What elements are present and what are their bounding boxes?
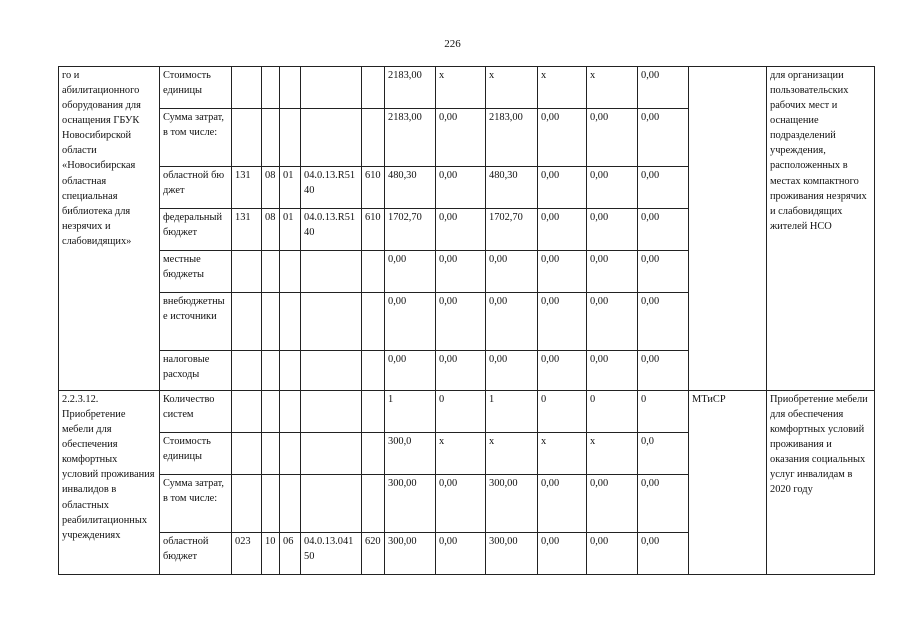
value-2020: 0,00 bbox=[385, 293, 436, 351]
value-2023: 0,00 bbox=[538, 351, 587, 391]
value-2022: х bbox=[486, 67, 538, 109]
row-label: Сумма затрат, в том числе: bbox=[160, 109, 232, 167]
rz-cell bbox=[262, 293, 280, 351]
value-2025: 0,0 bbox=[638, 433, 689, 475]
grbs-cell bbox=[232, 109, 262, 167]
rz-cell bbox=[262, 475, 280, 533]
value-2023: 0,00 bbox=[538, 209, 587, 251]
value-2023: 0,00 bbox=[538, 475, 587, 533]
value-2023: 0,00 bbox=[538, 533, 587, 575]
row-label: Стоимость единицы bbox=[160, 67, 232, 109]
pr-cell: 06 bbox=[280, 533, 301, 575]
pr-cell bbox=[280, 293, 301, 351]
value-2020: 300,00 bbox=[385, 533, 436, 575]
value-2025: 0,00 bbox=[638, 293, 689, 351]
pr-cell bbox=[280, 351, 301, 391]
row-label: местные бюджеты bbox=[160, 251, 232, 293]
value-2022: 0,00 bbox=[486, 293, 538, 351]
value-2020: 300,00 bbox=[385, 475, 436, 533]
value-2021: 0,00 bbox=[436, 351, 486, 391]
value-2025: 0,00 bbox=[638, 533, 689, 575]
value-2022: 480,30 bbox=[486, 167, 538, 209]
value-2025: 0,00 bbox=[638, 209, 689, 251]
csr-cell bbox=[301, 109, 362, 167]
value-2024: 0,00 bbox=[587, 167, 638, 209]
vr-cell: 620 bbox=[362, 533, 385, 575]
csr-cell bbox=[301, 351, 362, 391]
value-2023: х bbox=[538, 433, 587, 475]
value-2020: 2183,00 bbox=[385, 109, 436, 167]
value-2020: 0,00 bbox=[385, 251, 436, 293]
value-2024: 0,00 bbox=[587, 533, 638, 575]
value-2022: 1 bbox=[486, 391, 538, 433]
value-2024: х bbox=[587, 67, 638, 109]
grbs-cell: 023 bbox=[232, 533, 262, 575]
grbs-cell bbox=[232, 251, 262, 293]
vr-cell bbox=[362, 351, 385, 391]
value-2021: 0,00 bbox=[436, 251, 486, 293]
value-2021: 0,00 bbox=[436, 167, 486, 209]
value-2020: 300,0 bbox=[385, 433, 436, 475]
value-2021: 0,00 bbox=[436, 475, 486, 533]
value-2021: х bbox=[436, 67, 486, 109]
value-2021: х bbox=[436, 433, 486, 475]
vr-cell: 610 bbox=[362, 167, 385, 209]
rz-cell: 08 bbox=[262, 167, 280, 209]
value-2023: 0,00 bbox=[538, 293, 587, 351]
csr-cell: 04.0.13.R5140 bbox=[301, 167, 362, 209]
csr-cell bbox=[301, 293, 362, 351]
grbs-cell bbox=[232, 391, 262, 433]
value-2024: 0,00 bbox=[587, 351, 638, 391]
value-2020: 1702,70 bbox=[385, 209, 436, 251]
row-label: Стоимость единицы bbox=[160, 433, 232, 475]
value-2024: 0,00 bbox=[587, 293, 638, 351]
value-2021: 0,00 bbox=[436, 533, 486, 575]
csr-cell bbox=[301, 251, 362, 293]
row-label: областной бюджет bbox=[160, 533, 232, 575]
vr-cell bbox=[362, 391, 385, 433]
rz-cell bbox=[262, 67, 280, 109]
value-2022: 0,00 bbox=[486, 251, 538, 293]
grbs-cell bbox=[232, 67, 262, 109]
row-label: налоговые расходы bbox=[160, 351, 232, 391]
value-2021: 0,00 bbox=[436, 293, 486, 351]
csr-cell bbox=[301, 67, 362, 109]
value-2024: 0,00 bbox=[587, 475, 638, 533]
rz-cell: 10 bbox=[262, 533, 280, 575]
value-2022: 300,00 bbox=[486, 475, 538, 533]
csr-cell bbox=[301, 391, 362, 433]
grbs-cell bbox=[232, 475, 262, 533]
value-2023: 0,00 bbox=[538, 167, 587, 209]
value-2022: х bbox=[486, 433, 538, 475]
value-2025: 0,00 bbox=[638, 351, 689, 391]
value-2024: х bbox=[587, 433, 638, 475]
value-2020: 2183,00 bbox=[385, 67, 436, 109]
program-table bbox=[58, 66, 875, 575]
rz-cell bbox=[262, 391, 280, 433]
pr-cell bbox=[280, 475, 301, 533]
page-number: 226 bbox=[444, 38, 461, 50]
value-2022: 2183,00 bbox=[486, 109, 538, 167]
grbs-cell bbox=[232, 351, 262, 391]
pr-cell bbox=[280, 433, 301, 475]
value-2022: 0,00 bbox=[486, 351, 538, 391]
row-label: внебюджетные источники bbox=[160, 293, 232, 351]
pr-cell bbox=[280, 251, 301, 293]
value-2022: 300,00 bbox=[486, 533, 538, 575]
value-2022: 1702,70 bbox=[486, 209, 538, 251]
rz-cell bbox=[262, 109, 280, 167]
csr-cell bbox=[301, 475, 362, 533]
rz-cell bbox=[262, 433, 280, 475]
value-2024: 0,00 bbox=[587, 251, 638, 293]
value-2024: 0 bbox=[587, 391, 638, 433]
value-2023: 0,00 bbox=[538, 251, 587, 293]
table-row bbox=[59, 391, 875, 433]
vr-cell: 610 bbox=[362, 209, 385, 251]
value-2020: 1 bbox=[385, 391, 436, 433]
vr-cell bbox=[362, 293, 385, 351]
csr-cell: 04.0.13.04150 bbox=[301, 533, 362, 575]
value-2024: 0,00 bbox=[587, 109, 638, 167]
csr-cell bbox=[301, 433, 362, 475]
value-2020: 480,30 bbox=[385, 167, 436, 209]
row-label: областной бюджет bbox=[160, 167, 232, 209]
grbs-cell bbox=[232, 433, 262, 475]
value-2025: 0,00 bbox=[638, 475, 689, 533]
value-2020: 0,00 bbox=[385, 351, 436, 391]
value-2025: 0,00 bbox=[638, 67, 689, 109]
executor-cell bbox=[689, 67, 767, 391]
table-row bbox=[59, 67, 875, 109]
value-2025: 0 bbox=[638, 391, 689, 433]
pr-cell: 01 bbox=[280, 167, 301, 209]
expected-result: Приобретение мебели для обеспечения комфортных условий проживания и оказания социальных услуг инвалидам в 2020 году bbox=[767, 391, 875, 575]
vr-cell bbox=[362, 109, 385, 167]
value-2025: 0,00 bbox=[638, 167, 689, 209]
measure-description: 2.2.3.12. Приобретение мебели для обеспечения комфортных условий проживания инвалидов в областных реабилитационных учреждениях bbox=[59, 391, 160, 575]
rz-cell bbox=[262, 351, 280, 391]
value-2025: 0,00 bbox=[638, 251, 689, 293]
value-2021: 0 bbox=[436, 391, 486, 433]
rz-cell: 08 bbox=[262, 209, 280, 251]
rz-cell bbox=[262, 251, 280, 293]
value-2024: 0,00 bbox=[587, 209, 638, 251]
pr-cell bbox=[280, 109, 301, 167]
value-2021: 0,00 bbox=[436, 109, 486, 167]
measure-description: го и абилитационного оборудования для оснащения ГБУК Новосибирской области «Новосибирская областная специальная библиотека для незрячих и слабовидящих» bbox=[59, 67, 160, 391]
csr-cell: 04.0.13.R5140 bbox=[301, 209, 362, 251]
row-label: Количество систем bbox=[160, 391, 232, 433]
vr-cell bbox=[362, 475, 385, 533]
value-2023: 0 bbox=[538, 391, 587, 433]
pr-cell bbox=[280, 67, 301, 109]
value-2023: х bbox=[538, 67, 587, 109]
grbs-cell: 131 bbox=[232, 167, 262, 209]
row-label: федеральный бюджет bbox=[160, 209, 232, 251]
pr-cell: 01 bbox=[280, 209, 301, 251]
grbs-cell: 131 bbox=[232, 209, 262, 251]
row-label: Сумма затрат, в том числе: bbox=[160, 475, 232, 533]
grbs-cell bbox=[232, 293, 262, 351]
value-2025: 0,00 bbox=[638, 109, 689, 167]
value-2023: 0,00 bbox=[538, 109, 587, 167]
pr-cell bbox=[280, 391, 301, 433]
expected-result: для организации пользовательских рабочих мест и оснащение подразделений учреждения, расположенных в местах компактного проживания незрячих и слабовидящих жителей НСО bbox=[767, 67, 875, 391]
vr-cell bbox=[362, 433, 385, 475]
vr-cell bbox=[362, 67, 385, 109]
vr-cell bbox=[362, 251, 385, 293]
value-2021: 0,00 bbox=[436, 209, 486, 251]
executor-cell: МТиСР bbox=[689, 391, 767, 575]
